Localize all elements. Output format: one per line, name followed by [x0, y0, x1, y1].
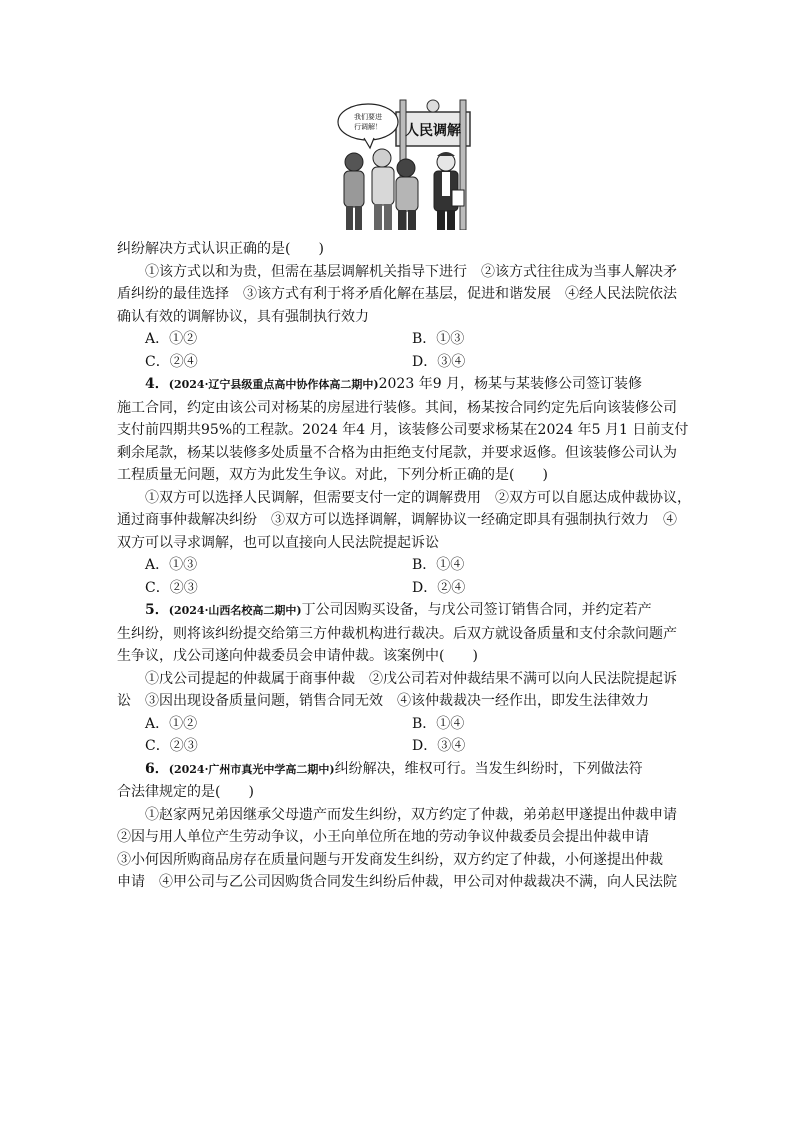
- q4-options-row-1: [117, 554, 679, 577]
- q6-statement-4: 申请 ④甲公司与乙公司因购货合同发生纠纷后仲裁，甲公司对仲裁裁决不满，向人民法院: [117, 874, 677, 890]
- q4-source: (2024·辽宁县级重点高中协作体高二期中): [168, 378, 379, 391]
- q4-statement-2: 通过商事仲裁解决纠纷 ③双方可以选择调解，调解协议一经确定即具有强制执行效力 ④: [117, 512, 677, 528]
- q5-options-row-2: [117, 735, 679, 758]
- question-content: [117, 238, 691, 894]
- q3-line-2: 盾纠纷的最佳选择 ③该方式有利于将矛盾化解在基层，促进和谐发展 ④经人民法院依法: [117, 286, 677, 302]
- q3-options-row-2: [117, 351, 679, 374]
- q4-line-2: 施工合同，约定由该公司对杨某的房屋进行装修。其间，杨某按合同约定先后向该装修公司: [117, 399, 677, 416]
- q6-line-1: 纠纷解决，维权可行。当发生纠纷时，下列做法符: [334, 760, 643, 777]
- q3-option-d[interactable]: D．③④: [412, 353, 466, 370]
- q5-number: 5．: [145, 602, 169, 618]
- q5-option-b[interactable]: B．①④: [412, 715, 465, 732]
- q5-first-line: [117, 599, 679, 623]
- q6-number: 6．: [145, 760, 169, 777]
- q5-statement-1: ①戊公司提起的仲裁属于商事仲裁 ②戊公司若对仲裁结果不满可以向人民法院提起诉: [145, 670, 677, 687]
- q3-stem: 纠纷解决方式认识正确的是( ): [117, 241, 324, 257]
- q4-statement-1: ①双方可以选择人民调解，但需要支付一定的调解费用 ②双方可以自愿达成仲裁协议，: [145, 489, 691, 506]
- q6-statement-3: ③小何因所购商品房存在质量问题与开发商发生纠纷，双方约定了仲裁，小何遂提出仲裁: [117, 851, 663, 868]
- q4-option-b[interactable]: B．①④: [412, 557, 465, 573]
- q3-options-row-1: [117, 328, 679, 351]
- q4-line-3: 支付前四期共95%的工程款。2024 年4 月，该装修公司要求杨某在2024 年5 月1 日前支付: [117, 422, 689, 438]
- mediation-illustration: [334, 98, 474, 230]
- svg-text:行调解！: 行调解！: [354, 123, 382, 131]
- q5-statement-2: 讼 ③因出现设备质量问题，销售合同无效 ④该仲裁裁决一经作出，即发生法律效力: [117, 693, 649, 709]
- q4-option-d[interactable]: D．②④: [412, 579, 466, 596]
- q4-options-row-2: [117, 577, 679, 600]
- q4-option-a[interactable]: A．①③: [145, 557, 198, 573]
- q3-option-c[interactable]: C．②④: [145, 353, 198, 370]
- q5-option-d[interactable]: D．③④: [412, 738, 466, 754]
- q5-line-3: 生争议，戊公司遂向仲裁委员会申请仲裁。该案例中( ): [117, 648, 478, 664]
- q4-first-line: [117, 373, 679, 397]
- q5-line-2: 生纠纷，则将该纠纷提交给第三方仲裁机构进行裁决。后双方就设备质量和支付余款问题产: [117, 625, 677, 642]
- q6-line-2: 合法律规定的是( ): [117, 784, 254, 800]
- q6-statement-2: ②因与用人单位产生劳动争议，小王向单位所在地的劳动争议仲裁委员会提出仲裁申请: [117, 829, 649, 845]
- q5-option-a[interactable]: A．①②: [145, 715, 198, 732]
- q4-line-5: 工程质量无问题，双方为此发生争议。对此，下列分析正确的是( ): [117, 467, 548, 483]
- q3-line-1: ①该方式以和为贵，但需在基层调解机关指导下进行 ②该方式往往成为当事人解决矛: [145, 263, 677, 280]
- q4-number: 4．: [145, 376, 169, 392]
- q5-option-c[interactable]: C．②③: [145, 738, 198, 754]
- q3-line-3: 确认有效的调解协议，具有强制执行效力: [117, 308, 369, 325]
- q5-line-1: 丁公司因购买设备，与戊公司签订销售合同，并约定若产: [301, 602, 652, 618]
- q3-option-a[interactable]: A．①②: [145, 331, 198, 347]
- q4-option-c[interactable]: C．②③: [145, 579, 198, 596]
- q4-statement-3: 双方可以寻求调解，也可以直接向人民法院提起诉讼: [117, 534, 439, 551]
- q4-line-4: 剩余尾款，杨某以装修多处质量不合格为由拒绝支付尾款，并要求返修。但该装修公司认为: [117, 444, 677, 461]
- sign-text: 人民调解: [405, 124, 461, 139]
- q6-first-line: [117, 758, 679, 782]
- q6-source: (2024·广州市真光中学高二期中): [168, 762, 335, 776]
- bubble-text: 我们要进: [354, 113, 382, 121]
- q6-statement-1: ①赵家两兄弟因继承父母遗产而发生纠纷，双方约定了仲裁，弟弟赵甲遂提出仲裁申请: [145, 806, 677, 823]
- q3-option-b[interactable]: B．①③: [412, 331, 465, 347]
- q4-line-1: 2023 年9 月，杨某与某装修公司签订装修: [378, 376, 643, 392]
- q5-options-row-1: [117, 713, 679, 736]
- q5-source: (2024·山西名校高二期中): [168, 604, 302, 617]
